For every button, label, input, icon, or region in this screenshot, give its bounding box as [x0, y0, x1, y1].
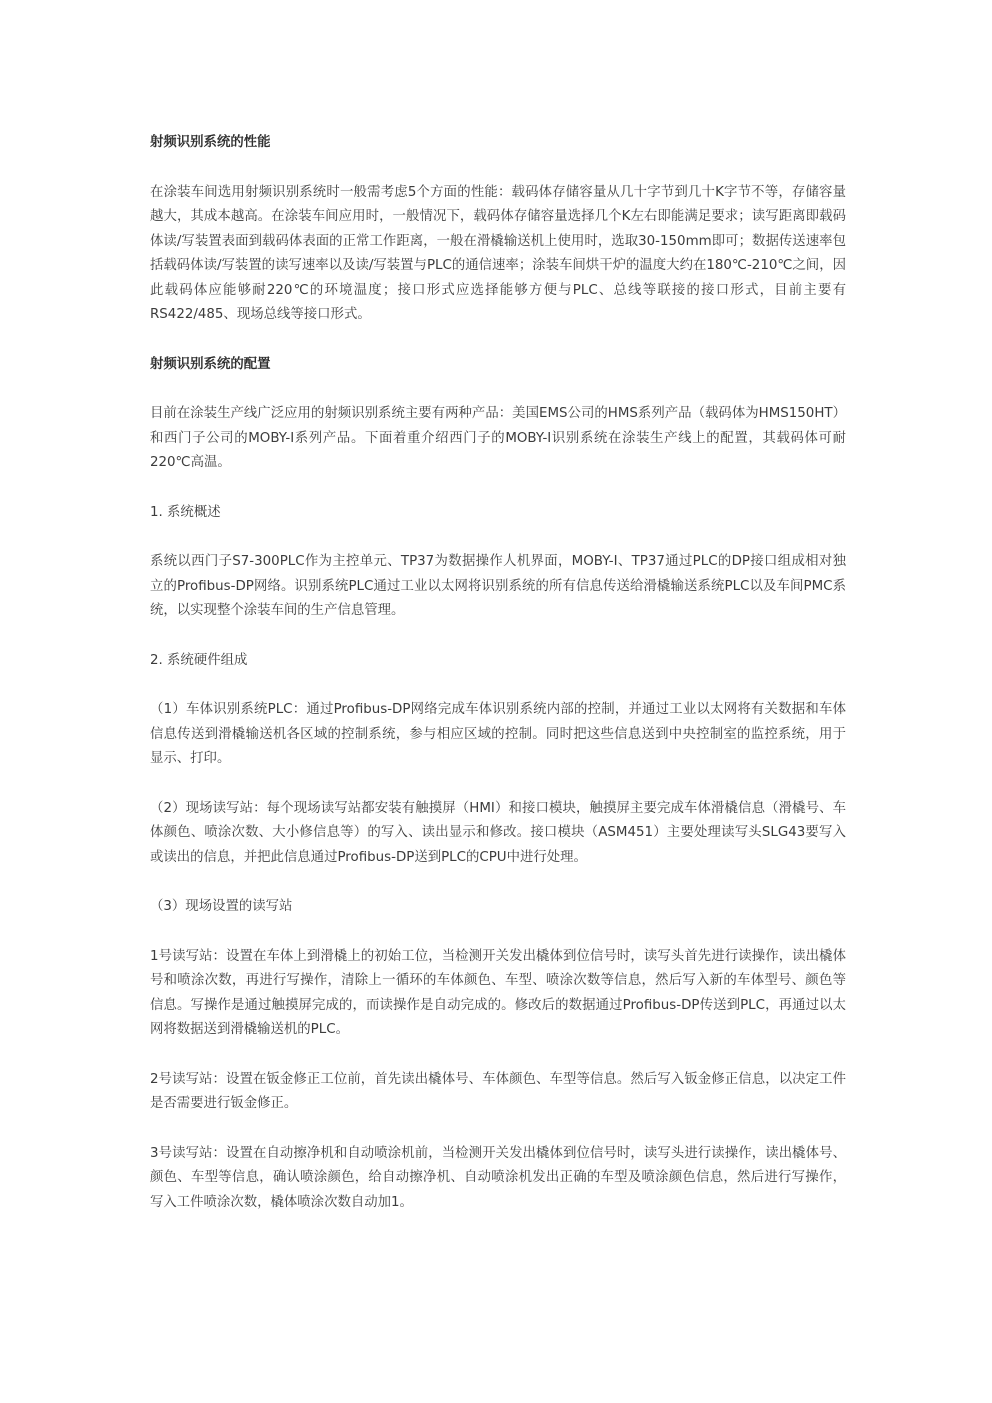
section-heading-performance: 射频识别系统的性能 — [150, 135, 271, 150]
paragraph-station-2: 2号读写站：设置在钣金修正工位前，首先读出橇体号、车体颜色、车型等信息。然后写入钣金修正信息，以决定工件是否需要进行钣金修正。 — [150, 1071, 846, 1111]
paragraph-station-3: 3号读写站：设置在自动擦净机和自动喷涂机前，当检测开关发出橇体到位信号时，读写头进行读操作，读出橇体号、颜色、车型等信息，确认喷涂颜色，给自动擦净机、自动喷涂机发出正确的车型及喷涂颜色信息，然后进行写操作，写入工件喷涂次数，橇体喷涂次数自动加1。 — [150, 1145, 846, 1210]
paragraph-configuration: 目前在涂装生产线广泛应用的射频识别系统主要有两种产品：美国EMS公司的HMS系列产品（载码体为HMS150HT）和西门子公司的MOBY-I系列产品。下面着重介绍西门子的MOBY-I识别系统在涂装生产线上的配置，其载码体可耐220℃高温。 — [150, 406, 846, 470]
paragraph-station-1: 1号读写站：设置在车体上到滑橇上的初始工位，当检测开关发出橇体到位信号时，读写头首先进行读操作，读出橇体号和喷涂次数，再进行写操作，清除上一循环的车体颜色、车型、喷涂次数等信息，然后写入新的车体型号、颜色等信息。写操作是通过触摸屏完成的，而读操作是自动完成的。修改后的数据通过Profibus-DP传送到PLC，再通过以太网将数据送到滑橇输送机的PLC。 — [150, 948, 846, 1037]
paragraph-performance: 在涂装车间选用射频识别系统时一般需考虑5个方面的性能：载码体存储容量从几十字节到几十K字节不等，存储容量越大，其成本越高。在涂装车间应用时，一般情况下，载码体存储容量选择几个K左右即能满足要求；读写距离即载码体读/写装置表面到载码体表面的正常工作距离，一般在滑橇输送机上使用时，选取30-150mm即可；数据传送速率包括载码体读/写装置的读写速率以及读/写装置与PLC的通信速率；涂装车间烘干炉的温度大约在180℃-210℃之间，因此载码体应能够耐220℃的环境温度；接口形式应选择能够方便与PLC、总线等联接的接口形式，目前主要有RS422/485、现场总线等接口形式。 — [150, 184, 846, 322]
subheading-onsite-stations: （3）现场设置的读写站 — [150, 899, 293, 914]
subheading-hardware: 2. 系统硬件组成 — [150, 652, 248, 668]
paragraph-hardware-station: （2）现场读写站：每个现场读写站都安装有触摸屏（HMI）和接口模块，触摸屏主要完成车体滑橇信息（滑橇号、车体颜色、喷涂次数、大小修信息等）的写入、读出显示和修改。接口模块（ASM451）主要处理读写头SLG43要写入或读出的信息，并把此信息通过Profibus-DP送到PLC的CPU中进行处理。 — [150, 800, 846, 865]
document-page — [150, 131, 846, 1215]
paragraph-hardware-plc: （1）车体识别系统PLC：通过Profibus-DP网络完成车体识别系统内部的控制，并通过工业以太网将有关数据和车体信息传送到滑橇输送机各区域的控制系统，参与相应区域的控制。同时把这些信息送到中央控制室的监控系统，用于显示、打印。 — [150, 702, 846, 766]
paragraph-system-overview: 系统以西门子S7-300PLC作为主控单元、TP37为数据操作人机界面，MOBY-I、TP37通过PLC的DP接口组成相对独立的Profibus-DP网络。识别系统PLC通过工业以太网将识别系统的所有信息传送给滑橇输送系统PLC以及车间PMC系统，以实现整个涂装车间的生产信息管理。 — [150, 554, 846, 618]
subheading-system-overview: 1. 系统概述 — [150, 504, 221, 520]
section-heading-configuration: 射频识别系统的配置 — [150, 356, 271, 372]
